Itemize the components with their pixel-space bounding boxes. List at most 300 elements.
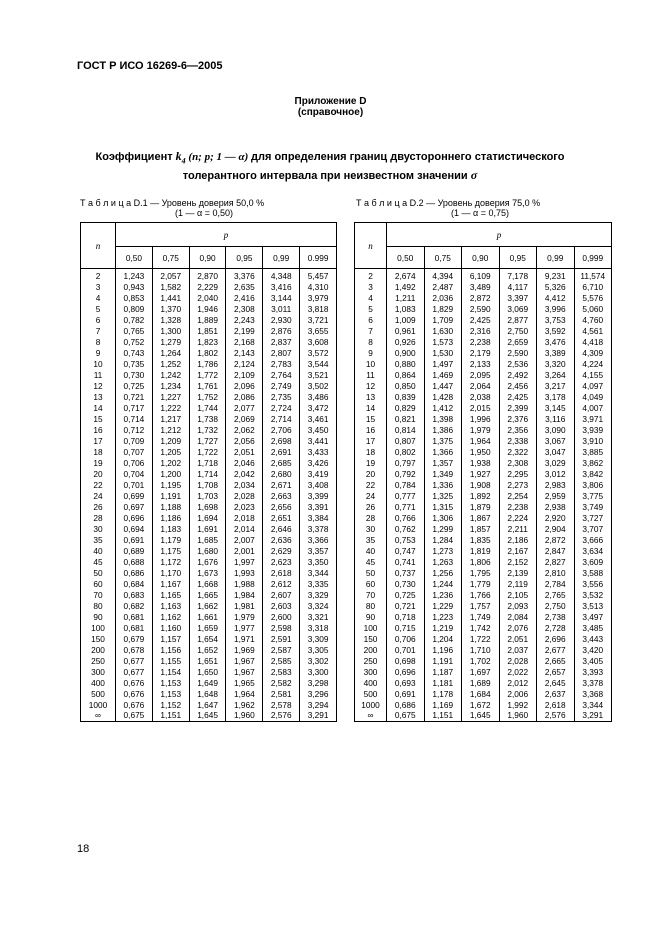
table-row <box>355 633 612 644</box>
value-cell: 3,426 <box>300 457 337 468</box>
n-cell: 11 <box>81 369 116 380</box>
n-cell: 80 <box>355 600 387 611</box>
value-cell: 2,582 <box>263 677 300 688</box>
value-cell: 2,872 <box>537 534 575 545</box>
value-cell: 3,441 <box>300 435 337 446</box>
value-cell: 2,629 <box>263 545 300 556</box>
value-cell: 2,904 <box>537 523 575 534</box>
value-cell: 3,532 <box>574 589 612 600</box>
value-cell: 1,676 <box>189 556 226 567</box>
value-cell: 1,279 <box>152 336 189 347</box>
value-cell: 3,344 <box>300 567 337 578</box>
table-row <box>81 699 337 710</box>
value-cell: 2,179 <box>462 347 500 358</box>
value-cell: 2,037 <box>499 644 537 655</box>
value-cell: 1,299 <box>424 523 462 534</box>
value-cell: 2,536 <box>499 358 537 369</box>
table-row <box>355 512 612 523</box>
n-cell: 150 <box>355 633 387 644</box>
value-cell: 1,960 <box>499 710 537 721</box>
n-cell: 22 <box>81 479 116 490</box>
table-row <box>355 391 612 402</box>
value-cell: 3,485 <box>574 622 612 633</box>
value-cell: 0,797 <box>387 457 425 468</box>
sigma-symbol: σ <box>470 168 478 183</box>
value-cell: 2,657 <box>537 666 575 677</box>
value-cell: 2,243 <box>226 314 263 325</box>
value-cell: 1,375 <box>424 435 462 446</box>
value-cell: 2,959 <box>537 490 575 501</box>
table-row <box>355 523 612 534</box>
value-cell: 0,718 <box>387 611 425 622</box>
n-cell: 2 <box>355 269 387 282</box>
value-cell: 2,651 <box>263 512 300 523</box>
value-cell: 2,416 <box>226 292 263 303</box>
value-cell: 2,607 <box>263 589 300 600</box>
table-row <box>355 688 612 699</box>
value-cell: 0,814 <box>387 424 425 435</box>
value-cell: 1,962 <box>226 699 263 710</box>
value-cell: 2,920 <box>537 512 575 523</box>
value-cell: 1,186 <box>152 512 189 523</box>
n-cell: 70 <box>355 589 387 600</box>
value-cell: 0,725 <box>116 380 153 391</box>
value-cell: 2,938 <box>537 501 575 512</box>
value-cell: 1,151 <box>152 710 189 721</box>
value-cell: 1,645 <box>462 710 500 721</box>
value-cell: 2,750 <box>499 325 537 336</box>
value-cell: 2,706 <box>263 424 300 435</box>
table-d1-caption-line2: (1 — α = 0,50) <box>175 208 233 218</box>
table-row <box>355 578 612 589</box>
value-cell: 1,829 <box>424 303 462 314</box>
value-cell: 1,738 <box>189 413 226 424</box>
value-cell: 1,908 <box>462 479 500 490</box>
value-cell: 1,960 <box>226 710 263 721</box>
value-cell: 1,284 <box>424 534 462 545</box>
value-cell: 3,324 <box>300 600 337 611</box>
table-row <box>81 677 337 688</box>
value-cell: 0,829 <box>387 402 425 413</box>
value-cell: 0,675 <box>116 710 153 721</box>
value-cell: 3,145 <box>537 402 575 413</box>
value-cell: 3,318 <box>300 622 337 633</box>
n-cell: 18 <box>355 446 387 457</box>
value-cell: 1,996 <box>462 413 500 424</box>
value-cell: 1,428 <box>424 391 462 402</box>
value-cell: 2,062 <box>226 424 263 435</box>
value-cell: 1,649 <box>189 677 226 688</box>
value-cell: 2,051 <box>499 633 537 644</box>
value-cell: 1,156 <box>152 644 189 655</box>
table-row <box>81 633 337 644</box>
value-cell: 1,659 <box>189 622 226 633</box>
value-cell: 2,056 <box>226 435 263 446</box>
p-value-header: 0,95 <box>499 247 537 269</box>
n-cell: 24 <box>81 490 116 501</box>
table-row <box>81 578 337 589</box>
value-cell: 1,083 <box>387 303 425 314</box>
table-d2-caption-text: Уровень доверия 75,0 % <box>437 198 541 208</box>
p-value-header: 0,99 <box>263 247 300 269</box>
value-cell: 1,151 <box>424 710 462 721</box>
value-cell: 3,775 <box>574 490 612 501</box>
value-cell: 0,880 <box>387 358 425 369</box>
value-cell: 1,205 <box>152 446 189 457</box>
value-cell: 1,879 <box>462 501 500 512</box>
value-cell: 1,757 <box>462 600 500 611</box>
value-cell: 2,042 <box>226 468 263 479</box>
value-cell: 1,188 <box>152 501 189 512</box>
n-cell: 14 <box>81 402 116 413</box>
table-row <box>81 501 337 512</box>
value-cell: 3,393 <box>574 666 612 677</box>
table-row <box>81 292 337 303</box>
value-cell: 1,357 <box>424 457 462 468</box>
n-cell: 9 <box>355 347 387 358</box>
n-cell: 35 <box>355 534 387 545</box>
table-row <box>355 347 612 358</box>
table-row <box>81 479 337 490</box>
n-cell: 14 <box>355 402 387 413</box>
value-cell: 1,227 <box>152 391 189 402</box>
value-cell: 1,252 <box>152 358 189 369</box>
value-cell: 1,997 <box>226 556 263 567</box>
value-cell: 1,661 <box>189 611 226 622</box>
value-cell: 0,807 <box>387 435 425 446</box>
value-cell: 1,349 <box>424 468 462 479</box>
value-cell: 2,038 <box>462 391 500 402</box>
table-d1-caption <box>80 198 264 218</box>
value-cell: 0,677 <box>116 655 153 666</box>
value-cell: 3,666 <box>574 534 612 545</box>
value-cell: 1,386 <box>424 424 462 435</box>
n-cell: 80 <box>81 600 116 611</box>
table-d2-body <box>355 269 612 722</box>
value-cell: 1,229 <box>424 600 462 611</box>
value-cell: 2,587 <box>263 644 300 655</box>
value-cell: 2,492 <box>499 369 537 380</box>
value-cell: 4,561 <box>574 325 612 336</box>
value-cell: 0,709 <box>116 435 153 446</box>
value-cell: 1,779 <box>462 578 500 589</box>
value-cell: 2,623 <box>263 556 300 567</box>
value-cell: 0,676 <box>116 699 153 710</box>
value-cell: 3,376 <box>226 269 263 282</box>
n-cell: 4 <box>81 292 116 303</box>
value-cell: 3,420 <box>574 644 612 655</box>
value-cell: 3,069 <box>499 303 537 314</box>
value-cell: 3,264 <box>537 369 575 380</box>
value-cell: 2,870 <box>189 269 226 282</box>
value-cell: 4,309 <box>574 347 612 358</box>
value-cell: 2,273 <box>499 479 537 490</box>
value-cell: 1,946 <box>189 303 226 314</box>
n-cell: 400 <box>81 677 116 688</box>
value-cell: 0,681 <box>116 611 153 622</box>
table-row <box>355 281 612 292</box>
n-cell: ∞ <box>355 710 387 721</box>
table-d2-caption-line2: (1 — α = 0,75) <box>451 208 509 218</box>
title-text-a: Коэффициент <box>95 151 176 163</box>
value-cell: 5,576 <box>574 292 612 303</box>
value-cell: 1,752 <box>189 391 226 402</box>
value-cell: 3,707 <box>574 523 612 534</box>
value-cell: 0,679 <box>116 633 153 644</box>
value-cell: 2,714 <box>263 413 300 424</box>
value-cell: 2,603 <box>263 600 300 611</box>
value-cell: 2,086 <box>226 391 263 402</box>
value-cell: 4,348 <box>263 269 300 282</box>
value-cell: 0,706 <box>116 457 153 468</box>
value-cell: 3,366 <box>300 534 337 545</box>
value-cell: 1,630 <box>424 325 462 336</box>
value-cell: 2,001 <box>226 545 263 556</box>
value-cell: 1,263 <box>424 556 462 567</box>
value-cell: 1,212 <box>152 424 189 435</box>
table-row <box>81 688 337 699</box>
value-cell: 7,178 <box>499 269 537 282</box>
table-row <box>355 655 612 666</box>
value-cell: 2,930 <box>263 314 300 325</box>
value-cell: 1,977 <box>226 622 263 633</box>
n-cell: 24 <box>355 490 387 501</box>
value-cell: 1,211 <box>387 292 425 303</box>
value-cell: 4,412 <box>537 292 575 303</box>
value-cell: 2,308 <box>499 457 537 468</box>
table-row <box>355 556 612 567</box>
table-row <box>81 710 337 721</box>
value-cell: 1,582 <box>152 281 189 292</box>
n-cell: 60 <box>355 578 387 589</box>
value-cell: 3,116 <box>537 413 575 424</box>
value-cell: 1,684 <box>462 688 500 699</box>
value-cell: 4,049 <box>574 391 612 402</box>
value-cell: 2,254 <box>499 490 537 501</box>
n-cell: 7 <box>355 325 387 336</box>
coefficient-symbol <box>175 149 186 166</box>
table-row <box>81 512 337 523</box>
value-cell: 2,827 <box>537 556 575 567</box>
value-cell: 1,835 <box>462 534 500 545</box>
value-cell: 2,576 <box>263 710 300 721</box>
value-cell: 3,397 <box>499 292 537 303</box>
value-cell: 2,095 <box>462 369 500 380</box>
value-cell: 2,724 <box>263 402 300 413</box>
table-row <box>81 435 337 446</box>
value-cell: 0,747 <box>387 545 425 556</box>
value-cell: 3,608 <box>300 336 337 347</box>
value-cell: 1,950 <box>462 446 500 457</box>
value-cell: 0,821 <box>387 413 425 424</box>
value-cell: 1,742 <box>462 622 500 633</box>
table-d1-caption-prefix: Т а б л и ц а D.1 — <box>80 198 162 208</box>
value-cell: 2,674 <box>387 269 425 282</box>
value-cell: 1,009 <box>387 314 425 325</box>
table-row <box>81 490 337 501</box>
n-cell: 35 <box>81 534 116 545</box>
n-cell: 26 <box>355 501 387 512</box>
value-cell: 1,191 <box>424 655 462 666</box>
value-cell: 2,152 <box>499 556 537 567</box>
value-cell: 0,675 <box>387 710 425 721</box>
table-d2-caption <box>356 198 540 218</box>
value-cell: 2,581 <box>263 688 300 699</box>
value-cell: 0,721 <box>116 391 153 402</box>
value-cell: 3,544 <box>300 358 337 369</box>
value-cell: 1,153 <box>152 677 189 688</box>
n-cell: 6 <box>355 314 387 325</box>
value-cell: 3,592 <box>537 325 575 336</box>
n-cell: 400 <box>355 677 387 688</box>
value-cell: 3,144 <box>263 292 300 303</box>
value-cell: 2,735 <box>263 391 300 402</box>
value-cell: 3,461 <box>300 413 337 424</box>
value-cell: 3,556 <box>574 578 612 589</box>
value-cell: 3,320 <box>537 358 575 369</box>
n-cell: 16 <box>355 424 387 435</box>
table-d1-caption-text: Уровень доверия 50,0 % <box>161 198 265 208</box>
value-cell: 2,425 <box>462 314 500 325</box>
value-cell: 2,376 <box>499 413 537 424</box>
value-cell: 2,057 <box>152 269 189 282</box>
value-cell: 1,927 <box>462 468 500 479</box>
table-row <box>81 424 337 435</box>
table-row <box>355 269 612 282</box>
value-cell: 3,217 <box>537 380 575 391</box>
value-cell: 1,222 <box>152 402 189 413</box>
n-cell: 3 <box>81 281 116 292</box>
value-cell: 1,981 <box>226 600 263 611</box>
value-cell: 0,741 <box>387 556 425 567</box>
value-cell: 3,634 <box>574 545 612 556</box>
value-cell: 1,306 <box>424 512 462 523</box>
value-cell: 0,698 <box>387 655 425 666</box>
table-title <box>80 149 580 184</box>
value-cell: 2,698 <box>263 435 300 446</box>
value-cell: 1,441 <box>152 292 189 303</box>
value-cell: 3,727 <box>574 512 612 523</box>
value-cell: 2,807 <box>263 347 300 358</box>
value-cell: 2,119 <box>499 578 537 589</box>
appendix-subtitle: (справочное) <box>297 107 364 118</box>
n-cell: 6 <box>81 314 116 325</box>
value-cell: 1,336 <box>424 479 462 490</box>
value-cell: 0,839 <box>387 391 425 402</box>
n-cell: 50 <box>81 567 116 578</box>
value-cell: 1,200 <box>152 468 189 479</box>
p-value-header: 0,75 <box>152 247 189 269</box>
table-row <box>81 402 337 413</box>
table-row <box>355 622 612 633</box>
value-cell: 1,328 <box>152 314 189 325</box>
value-cell: 0,691 <box>387 688 425 699</box>
coefficient-k: k <box>175 149 182 163</box>
value-cell: 2,591 <box>263 633 300 644</box>
value-cell: 1,497 <box>424 358 462 369</box>
value-cell: 2,034 <box>226 479 263 490</box>
table-row <box>355 589 612 600</box>
value-cell: 0,714 <box>116 413 153 424</box>
value-cell: 2,618 <box>537 699 575 710</box>
n-cell: 30 <box>355 523 387 534</box>
value-cell: 2,665 <box>537 655 575 666</box>
value-cell: 2,659 <box>499 336 537 347</box>
value-cell: 1,749 <box>462 611 500 622</box>
value-cell: 2,590 <box>462 303 500 314</box>
value-cell: 1,300 <box>152 325 189 336</box>
table-row <box>81 325 337 336</box>
table-row <box>355 699 612 710</box>
value-cell: 2,783 <box>263 358 300 369</box>
value-cell: 3,344 <box>574 699 612 710</box>
value-cell: 3,329 <box>300 589 337 600</box>
table-row <box>355 424 612 435</box>
value-cell: 2,224 <box>499 512 537 523</box>
value-cell: 1,170 <box>152 567 189 578</box>
value-cell: 0,766 <box>387 512 425 523</box>
table-row <box>81 457 337 468</box>
value-cell: 3,996 <box>537 303 575 314</box>
value-cell: 0,771 <box>387 501 425 512</box>
value-cell: 2,487 <box>424 281 462 292</box>
value-cell: 2,877 <box>499 314 537 325</box>
table-row <box>355 644 612 655</box>
value-cell: 0,676 <box>116 677 153 688</box>
value-cell: 2,014 <box>226 523 263 534</box>
table-row <box>355 314 612 325</box>
value-cell: 1,647 <box>189 699 226 710</box>
value-cell: 1,702 <box>462 655 500 666</box>
value-cell: 2,015 <box>462 402 500 413</box>
n-cell: 150 <box>81 633 116 644</box>
value-cell: 0,777 <box>387 490 425 501</box>
value-cell: 1,236 <box>424 589 462 600</box>
n-cell: 5 <box>355 303 387 314</box>
value-cell: 0,961 <box>387 325 425 336</box>
value-cell: 1,889 <box>189 314 226 325</box>
value-cell: 1,153 <box>152 688 189 699</box>
value-cell: 1,744 <box>189 402 226 413</box>
value-cell: 1,708 <box>189 479 226 490</box>
value-cell: 3,910 <box>574 435 612 446</box>
value-cell: 3,842 <box>574 468 612 479</box>
n-cell: 10 <box>355 358 387 369</box>
value-cell: 2,356 <box>499 424 537 435</box>
value-cell: 2,583 <box>263 666 300 677</box>
n-cell: 12 <box>81 380 116 391</box>
value-cell: 0,900 <box>387 347 425 358</box>
p-value-header: 0,50 <box>387 247 425 269</box>
value-cell: 2,012 <box>499 677 537 688</box>
n-cell: 40 <box>81 545 116 556</box>
value-cell: 2,064 <box>462 380 500 391</box>
table-row <box>355 303 612 314</box>
value-cell: 1,204 <box>424 633 462 644</box>
table-row <box>355 358 612 369</box>
value-cell: 2,764 <box>263 369 300 380</box>
table-d2-caption-prefix: Т а б л и ц а D.2 — <box>356 198 438 208</box>
value-cell: 0,691 <box>116 534 153 545</box>
value-cell: 3,433 <box>300 446 337 457</box>
value-cell: 3,291 <box>574 710 612 721</box>
value-cell: 1,217 <box>152 413 189 424</box>
n-cell: 90 <box>355 611 387 622</box>
value-cell: 0,706 <box>387 633 425 644</box>
value-cell: 1,152 <box>152 699 189 710</box>
value-cell: 1,732 <box>189 424 226 435</box>
value-cell: 1,202 <box>152 457 189 468</box>
